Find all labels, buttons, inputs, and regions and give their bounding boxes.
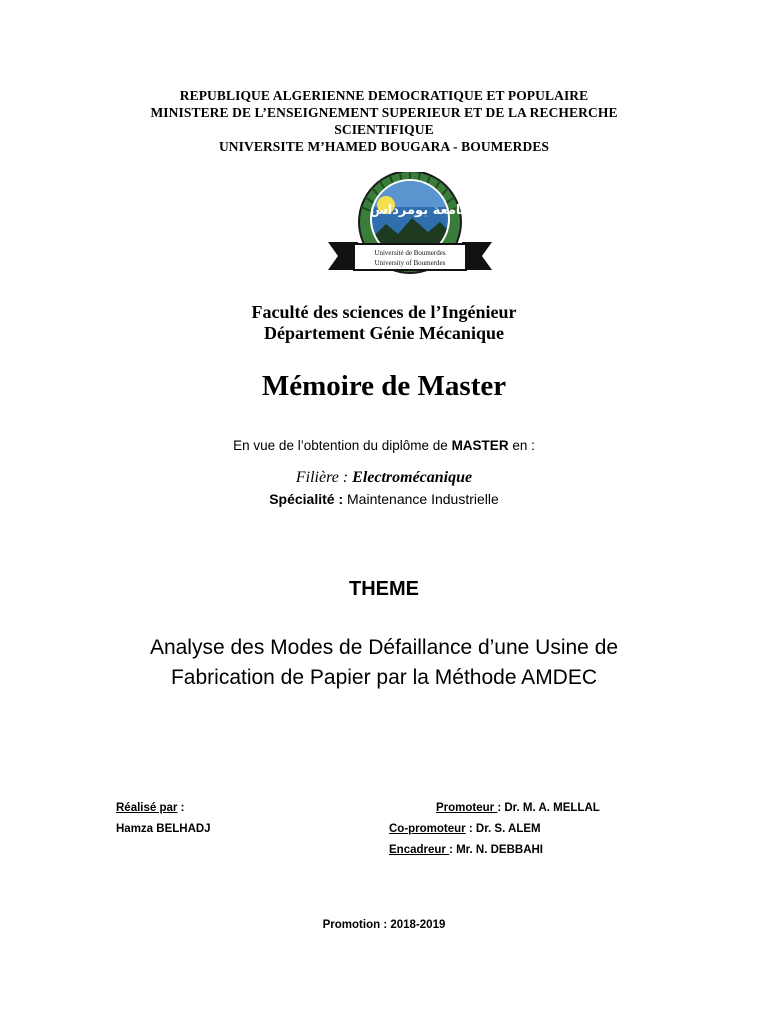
student-name: Hamza BELHADJ	[116, 823, 211, 835]
logo-banner-french: Université de Boumerdes	[374, 249, 446, 257]
promoteur-label: Promoteur	[436, 802, 498, 814]
logo-arabic-text: جامعة بومرداس	[369, 203, 471, 218]
theme-title-line1: Analyse des Modes de Défaillance d’une Usine de	[149, 636, 619, 659]
copromoteur-line	[389, 822, 541, 837]
encadreur-line	[389, 843, 543, 858]
university-seal-icon	[328, 172, 492, 282]
theme-heading: THEME	[349, 578, 419, 600]
specialite-line	[0, 490, 768, 508]
promotion-line	[0, 918, 768, 933]
copromoteur-label: Co-promoteur	[389, 823, 466, 835]
logo-banner-english: University of Boumerdes	[374, 259, 446, 267]
promotion-year: 2018-2019	[390, 919, 446, 931]
promotion-label: Promotion :	[322, 919, 391, 931]
university-logo	[328, 172, 492, 282]
realise-par-label: Réalisé par	[116, 802, 178, 814]
copromoteur-value: : Dr. S. ALEM	[465, 823, 541, 835]
university-line: UNIVERSITE M’HAMED BOUGARA - BOUMERDES	[218, 139, 550, 154]
department-name: Département Génie Mécanique	[264, 323, 504, 343]
specialite-label: Spécialité :	[269, 491, 344, 507]
filiere-value: Electromécanique	[352, 469, 473, 486]
encadreur-value: : Mr. N. DEBBAHI	[449, 844, 543, 856]
encadreur-label: Encadreur	[389, 844, 450, 856]
specialite-value: Maintenance Industrielle	[343, 491, 499, 507]
degree-purpose-suffix: en :	[508, 438, 535, 453]
republic-line: REPUBLIQUE ALGERIENNE DEMOCRATIQUE ET POPULAIRE	[179, 88, 589, 103]
degree-purpose-prefix: En vue de l’obtention du diplôme de	[233, 438, 452, 453]
theme-title-line2: Fabrication de Papier par la Méthode AMDEC	[170, 666, 598, 689]
ministry-line: MINISTERE DE L’ENSEIGNEMENT SUPERIEUR ET DE LA RECHERCHE	[150, 105, 618, 120]
promoteur-value: : Dr. M. A. MELLAL	[497, 802, 600, 814]
realise-par-line	[116, 801, 184, 816]
document-title: Mémoire de Master	[261, 370, 507, 402]
filiere-line	[0, 468, 768, 488]
realise-par-colon: :	[177, 802, 185, 814]
faculty-name: Faculté des sciences de l’Ingénieur	[251, 302, 517, 322]
degree-purpose	[0, 437, 768, 455]
promoteur-line	[436, 801, 600, 816]
degree-name: MASTER	[451, 438, 509, 453]
ministry-line-continued: SCIENTIFIQUE	[334, 122, 434, 137]
filiere-label: Filière :	[295, 469, 353, 486]
